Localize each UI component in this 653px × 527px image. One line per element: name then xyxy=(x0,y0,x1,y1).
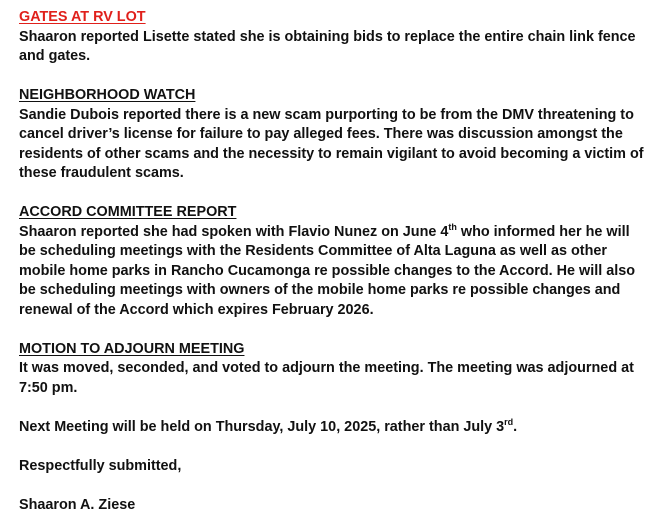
paragraph-gap xyxy=(19,184,645,204)
paragraph-gap xyxy=(19,437,645,457)
heading-accord-committee-report: ACCORD COMMITTEE REPORT xyxy=(19,204,237,220)
paragraph-gap xyxy=(19,476,645,496)
next-meeting-line xyxy=(19,418,645,438)
paragraph-gap xyxy=(19,67,645,87)
next-meeting-period: . xyxy=(513,418,518,435)
superscript-th: th xyxy=(448,221,457,232)
heading-neighborhood-watch: NEIGHBORHOOD WATCH xyxy=(19,87,196,103)
superscript-rd: rd xyxy=(504,416,514,427)
next-meeting-text: Next Meeting will be held on Thursday, July 10, 2025, rather than July 3 xyxy=(19,418,505,435)
body-accord-text-end: who informed her he will be scheduling meetings with the Residents Committee of Alta Laguna as well as other mobile home parks in Rancho Cucamonga re possible changes to the Accord. He will also be scheduling meetings with owners of the mobile home parks re possible changes and renewal of the Accord which expires February 2026. xyxy=(19,223,636,318)
body-gates-at-rv-lot: Shaaron reported Lisette stated she is obtaining bids to replace the entire chain link fence and gates. xyxy=(19,28,636,64)
minutes-document xyxy=(19,8,645,515)
heading-gates-at-rv-lot: GATES AT RV LOT xyxy=(19,9,146,25)
paragraph-gap xyxy=(19,398,645,418)
signature-name: Shaaron A. Ziese xyxy=(19,496,136,513)
closing-line: Respectfully submitted, xyxy=(19,457,182,474)
body-accord-text-start: Shaaron reported she had spoken with Flavio Nunez on June 4 xyxy=(19,223,449,240)
body-motion-to-adjourn: It was moved, seconded, and voted to adjourn the meeting. The meeting was adjourned at 7:50 pm. xyxy=(19,360,634,396)
body-neighborhood-watch: Sandie Dubois reported there is a new scam purporting to be from the DMV threatening to cancel driver’s license for failure to pay alleged fees. There was discussion amongst the residents of other scams and the necessity to remain vigilant to avoid becoming a victim of these fraudulent scams. xyxy=(19,106,644,181)
paragraph-gap xyxy=(19,320,645,340)
body-accord-committee-report xyxy=(19,223,645,321)
heading-motion-to-adjourn: MOTION TO ADJOURN MEETING xyxy=(19,340,245,357)
